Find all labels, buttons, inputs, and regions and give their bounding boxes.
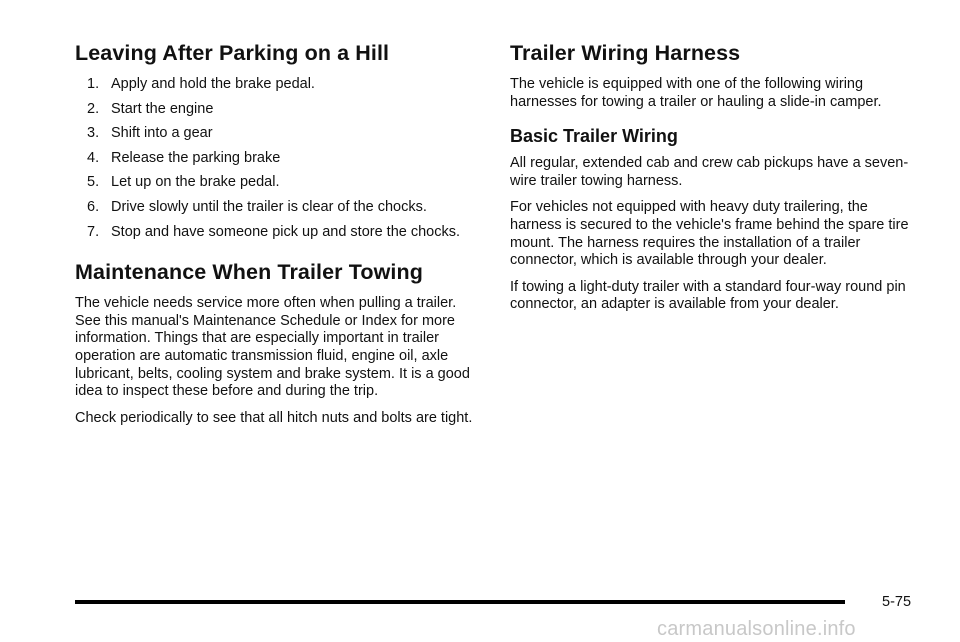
hitch-check-paragraph: Check periodically to see that all hitch nuts and bolts are tight. — [75, 409, 473, 426]
right-column — [510, 40, 915, 323]
step-text: Shift into a gear — [111, 125, 213, 142]
step-number: 5. — [87, 174, 100, 191]
list-item — [75, 224, 480, 242]
step-number: 2. — [87, 100, 100, 117]
subheading-basic-wiring: Basic Trailer Wiring — [510, 126, 678, 147]
list-item — [75, 174, 480, 192]
steps-list — [75, 76, 480, 241]
step-text: Release the parking brake — [111, 149, 281, 166]
list-item — [75, 125, 480, 143]
adapter-paragraph: If towing a light-duty trailer with a standard four-way round pin connector, an adapter is available from your dealer. — [510, 278, 906, 313]
step-number: 6. — [87, 198, 100, 215]
section-heading-leaving-hill: Leaving After Parking on a Hill — [75, 41, 390, 65]
section-heading-wiring-harness: Trailer Wiring Harness — [510, 41, 741, 65]
list-item — [75, 150, 480, 168]
step-number: 3. — [87, 125, 100, 142]
step-text: Drive slowly until the trailer is clear of the chocks. — [111, 198, 427, 215]
watermark: carmanualsonline.info — [657, 618, 856, 640]
seven-wire-paragraph: All regular, extended cab and crew cab pickups have a seven-wire trailer towing harness. — [510, 155, 909, 189]
list-item — [75, 101, 480, 119]
step-text: Apply and hold the brake pedal. — [111, 76, 315, 92]
step-number: 1. — [87, 76, 100, 92]
step-text: Let up on the brake pedal. — [111, 174, 280, 191]
wiring-intro-paragraph: The vehicle is equipped with one of the following wiring harnesses for towing a trailer or hauling a slide-in camper. — [510, 76, 882, 110]
left-column — [75, 40, 480, 436]
list-item — [75, 199, 480, 217]
list-item — [75, 76, 480, 94]
step-text: Start the engine — [111, 100, 214, 117]
harness-location-paragraph: For vehicles not equipped with heavy duty trailering, the harness is secured to the vehicle's frame behind the spare tire mount. The harness requires the installation of a trailer connector, which is available through your dealer. — [510, 199, 909, 269]
section-heading-maintenance: Maintenance When Trailer Towing — [75, 260, 423, 285]
page-number: 5-75 — [882, 594, 912, 610]
maintenance-paragraph: The vehicle needs service more often when pulling a trailer. See this manual's Maintenance Schedule or Index for more information. Things that are especially important in trailer operation are automatic transmission fluid, engine oil, axle lubricant, belts, cooling system and brake system. It is a good idea to inspect these before and during the trip. — [75, 295, 470, 400]
step-number: 7. — [87, 223, 100, 240]
footer-rule — [75, 600, 845, 604]
step-text: Stop and have someone pick up and store the chocks. — [111, 223, 461, 240]
step-number: 4. — [87, 149, 100, 166]
